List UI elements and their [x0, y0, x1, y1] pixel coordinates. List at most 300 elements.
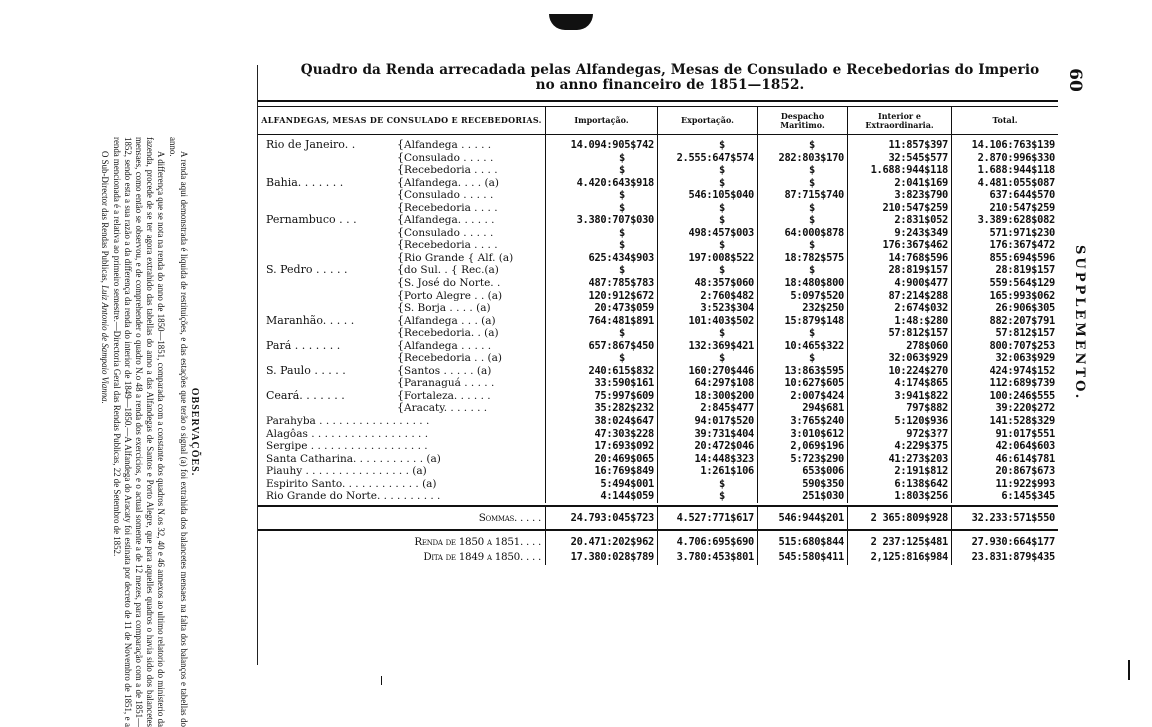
- cell-total: 637:644$570: [951, 189, 1058, 202]
- brace-glyph: {: [397, 176, 404, 189]
- header-despacho-maritimo: Despacho Maritimo.: [757, 107, 847, 134]
- comparison-interior: 2 237:125$481: [847, 535, 951, 550]
- cell-despacho: 3:765$240: [757, 415, 847, 428]
- province-name: Bahia. . . . . . .: [266, 176, 344, 189]
- table-row: [258, 177, 1058, 190]
- cell-despacho: 251$030: [757, 490, 847, 503]
- sum-exportacao: 4.527:771$617: [657, 507, 757, 529]
- row-label: [258, 465, 545, 478]
- row-label: [258, 302, 545, 315]
- cell-total: 11:922$993: [951, 478, 1058, 491]
- brace-glyph: {: [397, 164, 404, 177]
- table-row: [258, 227, 1058, 240]
- cell-importacao: 657:867$450: [545, 340, 657, 353]
- cell-total: 1.688:944$118: [951, 164, 1058, 177]
- cell-total: 210:547$259: [951, 202, 1058, 215]
- row-label: [258, 352, 545, 365]
- cell-importacao: $: [545, 264, 657, 277]
- cell-interior: 57:812$157: [847, 327, 951, 340]
- table-row: [258, 239, 1058, 252]
- cell-interior: 2:674$032: [847, 302, 951, 315]
- cell-total: 559:564$129: [951, 277, 1058, 290]
- cell-total: 39:220$272: [951, 402, 1058, 415]
- cell-importacao: 14.094:905$742: [545, 139, 657, 152]
- cell-total: 855:694$596: [951, 252, 1058, 265]
- cell-importacao: 20:469$065: [545, 453, 657, 466]
- table-row: [258, 478, 1058, 491]
- title-line-1: Quadro da Renda arrecadada pelas Alfandegas, Mesas de Consulado e Recebedorias do Imperio: [300, 62, 1040, 78]
- cell-importacao: 240:615$832: [545, 365, 657, 378]
- cell-interior: 6:138$642: [847, 478, 951, 491]
- station-name: Alfandega . . . (a): [404, 314, 496, 327]
- cell-exportacao: 498:457$003: [657, 227, 757, 240]
- cell-interior: 11:857$397: [847, 139, 951, 152]
- cell-despacho: 18:782$575: [757, 252, 847, 265]
- table-row: [258, 490, 1058, 503]
- cell-importacao: $: [545, 227, 657, 240]
- station-name: Consulado . . . . .: [404, 226, 494, 239]
- cell-interior: 210:547$259: [847, 202, 951, 215]
- cell-total: 32:063$929: [951, 352, 1058, 365]
- cell-importacao: $: [545, 352, 657, 365]
- cell-despacho: 18:480$800: [757, 277, 847, 290]
- row-label: [258, 365, 545, 378]
- cell-importacao: $: [545, 152, 657, 165]
- cell-despacho: $: [757, 264, 847, 277]
- cell-total: 424:974$152: [951, 365, 1058, 378]
- row-label: [258, 189, 545, 202]
- comparison-row-1850-1851: [258, 535, 1058, 550]
- cell-interior: 3:941$822: [847, 390, 951, 403]
- cell-exportacao: 3:523$304: [657, 302, 757, 315]
- cell-interior: 14:768$596: [847, 252, 951, 265]
- province-name: Santa Catharina. . . . . . . . . . . (a): [266, 452, 441, 465]
- comparison-despacho: 545:580$411: [757, 550, 847, 565]
- province-name: Rio Grande do Norte. . . . . . . . . .: [266, 490, 441, 503]
- cell-despacho: 5:097$520: [757, 290, 847, 303]
- table-row: [258, 189, 1058, 202]
- cell-interior: 41:273$203: [847, 453, 951, 466]
- brace-glyph: {: [397, 251, 404, 264]
- table-body: [258, 139, 1058, 503]
- row-label: [258, 478, 545, 491]
- cell-exportacao: $: [657, 139, 757, 152]
- cell-total: 112:689$739: [951, 377, 1058, 390]
- cell-interior: 9:243$349: [847, 227, 951, 240]
- cell-total: 176:367$472: [951, 239, 1058, 252]
- station-name: Fortaleza. . . . . .: [404, 389, 491, 402]
- cell-importacao: 47:303$228: [545, 428, 657, 441]
- table-row: [258, 340, 1058, 353]
- cell-total: 20:867$673: [951, 465, 1058, 478]
- cell-total: 91:017$551: [951, 428, 1058, 441]
- table-row: [258, 315, 1058, 328]
- table-row: [258, 453, 1058, 466]
- cell-interior: 87:214$288: [847, 290, 951, 303]
- cell-interior: 1:48:$280: [847, 315, 951, 328]
- row-label: [258, 453, 545, 466]
- cell-total: 100:246$555: [951, 390, 1058, 403]
- brace-glyph: {: [397, 402, 404, 415]
- cell-exportacao: $: [657, 164, 757, 177]
- paper-speck: [1128, 660, 1130, 680]
- cell-interior: 3:823$790: [847, 189, 951, 202]
- row-label: [258, 152, 545, 165]
- row-label: [258, 239, 545, 252]
- cell-exportacao: 2:845$477: [657, 402, 757, 415]
- comparison-despacho: 515:680$844: [757, 535, 847, 550]
- cell-exportacao: $: [657, 239, 757, 252]
- cell-importacao: $: [545, 327, 657, 340]
- row-label: [258, 264, 545, 277]
- station-name: do Sul. . { Rec.(a): [404, 264, 499, 277]
- cell-despacho: $: [757, 202, 847, 215]
- table-row: [258, 290, 1058, 303]
- station-name: Recebedoria . . . .: [404, 239, 498, 252]
- station-name: Consulado . . . . .: [404, 189, 494, 202]
- cell-despacho: $: [757, 239, 847, 252]
- cell-total: 6:145$345: [951, 490, 1058, 503]
- cell-importacao: 3.380:707$030: [545, 214, 657, 227]
- station-name: Recebedoria . . . .: [404, 201, 498, 214]
- province-name: Ceará. . . . . . .: [266, 389, 345, 402]
- cell-interior: 32:063$929: [847, 352, 951, 365]
- cell-importacao: 4:144$059: [545, 490, 657, 503]
- observation-paragraph: A renda aqui demonstrada é liquida de restituições, e das estações que terão o signal (a) foi extrahida dos balancetes mensaes na falta dos balanços e tabellas do anno.: [167, 137, 189, 727]
- table-row: [258, 277, 1058, 290]
- cell-importacao: 16:769$849: [545, 465, 657, 478]
- cell-despacho: 10:627$605: [757, 377, 847, 390]
- cell-interior: 4:174$865: [847, 377, 951, 390]
- row-label: [258, 440, 545, 453]
- cell-despacho: $: [757, 327, 847, 340]
- station-name: Alfandega. . . . . .: [404, 214, 495, 227]
- brace-glyph: {: [397, 277, 404, 290]
- cell-exportacao: 14:448$323: [657, 453, 757, 466]
- cell-exportacao: 48:357$060: [657, 277, 757, 290]
- row-label: [258, 164, 545, 177]
- comparison-total: 23.831:879$435: [951, 550, 1058, 565]
- station-name: Alfandega . . . . .: [404, 339, 492, 352]
- cell-importacao: 17:693$092: [545, 440, 657, 453]
- cell-despacho: 15:879$148: [757, 315, 847, 328]
- cell-despacho: 64:000$878: [757, 227, 847, 240]
- province-name: Parahyba . . . . . . . . . . . . . . . . .: [266, 415, 430, 428]
- cell-interior: 2:831$052: [847, 214, 951, 227]
- comparison-exportacao: 4.706:695$690: [657, 535, 757, 550]
- cell-exportacao: 20:472$046: [657, 440, 757, 453]
- cell-importacao: 764:481$891: [545, 315, 657, 328]
- cell-interior: 176:367$462: [847, 239, 951, 252]
- province-name: Rio de Janeiro. .: [266, 139, 356, 151]
- cell-exportacao: 64:297$108: [657, 377, 757, 390]
- brace-glyph: {: [397, 151, 404, 164]
- brace-glyph: {: [397, 327, 404, 340]
- cell-exportacao: 18:300$200: [657, 390, 757, 403]
- comparison-total: 27.930:664$177: [951, 535, 1058, 550]
- cell-despacho: 590$350: [757, 478, 847, 491]
- brace-glyph: {: [397, 314, 404, 327]
- province-name: Piauhy . . . . . . . . . . . . . . . . (a): [266, 465, 427, 478]
- table-row: [258, 327, 1058, 340]
- cell-importacao: $: [545, 239, 657, 252]
- cell-exportacao: $: [657, 478, 757, 491]
- comparison-importacao: 17.380:028$789: [545, 550, 657, 565]
- brace-glyph: {: [397, 264, 404, 277]
- province-name: Espirito Santo. . . . . . . . . . . . (a): [266, 477, 437, 490]
- province-name: Maranhão. . . . .: [266, 314, 355, 327]
- brace-glyph: {: [397, 226, 404, 239]
- row-label: [258, 227, 545, 240]
- cell-interior: 1:803$256: [847, 490, 951, 503]
- cell-importacao: 120:912$672: [545, 290, 657, 303]
- cell-importacao: 33:590$161: [545, 377, 657, 390]
- cell-importacao: 625:434$903: [545, 252, 657, 265]
- table-top-rule: [258, 100, 1058, 107]
- cell-despacho: 5:723$290: [757, 453, 847, 466]
- cell-importacao: 38:024$647: [545, 415, 657, 428]
- cell-despacho: $: [757, 352, 847, 365]
- brace-glyph: {: [397, 139, 404, 151]
- sum-importacao: 24.793:045$723: [545, 507, 657, 529]
- table-row: [258, 377, 1058, 390]
- cell-exportacao: $: [657, 490, 757, 503]
- sum-despacho: 546:944$201: [757, 507, 847, 529]
- cell-total: 3.389:628$082: [951, 214, 1058, 227]
- cell-interior: 28:819$157: [847, 264, 951, 277]
- row-label: [258, 214, 545, 227]
- cell-total: 141:528$329: [951, 415, 1058, 428]
- cell-total: 57:812$157: [951, 327, 1058, 340]
- cell-total: 571:971$230: [951, 227, 1058, 240]
- cell-importacao: 35:282$232: [545, 402, 657, 415]
- table-row: [258, 415, 1058, 428]
- cell-exportacao: 160:270$446: [657, 365, 757, 378]
- table-row: [258, 252, 1058, 265]
- table-row: [258, 152, 1058, 165]
- province-name: Sergipe . . . . . . . . . . . . . . . . . .: [266, 440, 428, 453]
- row-label: [258, 139, 545, 152]
- table-title: [270, 63, 1070, 93]
- cell-interior: 4:900$477: [847, 277, 951, 290]
- brace-glyph: {: [397, 201, 404, 214]
- cell-despacho: $: [757, 164, 847, 177]
- cell-despacho: 3:010$612: [757, 428, 847, 441]
- signature-prefix: O Sub-Director das Rendas Publicas,: [100, 151, 111, 283]
- signature-name: Luiz Antonio de Sampaio Vianna.: [100, 285, 111, 404]
- table-row: [258, 352, 1058, 365]
- cell-importacao: 4.420:643$918: [545, 177, 657, 190]
- cell-exportacao: $: [657, 177, 757, 190]
- table-row: [258, 139, 1058, 152]
- brace-glyph: {: [397, 289, 404, 302]
- cell-despacho: 10:465$322: [757, 340, 847, 353]
- table-row: [258, 465, 1058, 478]
- cell-exportacao: $: [657, 352, 757, 365]
- station-name: Alfandega. . . . (a): [404, 176, 499, 189]
- table-row: [258, 428, 1058, 441]
- observations-block: [60, 137, 200, 727]
- header-stations: ALFANDEGAS, MESAS DE CONSULADO E RECEBEDORIAS.: [261, 115, 542, 125]
- sums-label: Sommas. . . . .: [478, 511, 541, 524]
- row-label: [258, 390, 545, 403]
- cell-interior: 2:191$812: [847, 465, 951, 478]
- comparison-interior: 2,125:816$984: [847, 550, 951, 565]
- cell-total: 28:819$157: [951, 264, 1058, 277]
- cell-despacho: 294$681: [757, 402, 847, 415]
- cell-interior: 2:041$169: [847, 177, 951, 190]
- row-label: [258, 315, 545, 328]
- cell-total: 42:064$603: [951, 440, 1058, 453]
- cell-despacho: 282:803$170: [757, 152, 847, 165]
- row-label: [258, 428, 545, 441]
- cell-interior: 1.688:944$118: [847, 164, 951, 177]
- station-name: Aracaty. . . . . . .: [404, 402, 488, 415]
- cell-importacao: 75:997$609: [545, 390, 657, 403]
- comparison-row-1849-1850: [258, 550, 1058, 565]
- row-label: [258, 340, 545, 353]
- table-row: [258, 365, 1058, 378]
- station-name: Paranaguá . . . . .: [404, 377, 495, 390]
- table-header-row: [258, 107, 1058, 135]
- cell-exportacao: 132:369$421: [657, 340, 757, 353]
- station-name: Santos . . . . . (a): [404, 364, 492, 377]
- station-name: S. Borja . . . . (a): [404, 302, 491, 315]
- cell-despacho: $: [757, 214, 847, 227]
- cell-despacho: $: [757, 177, 847, 190]
- cell-importacao: 5:494$001: [545, 478, 657, 491]
- running-head: SUPPLEMENTO.: [1072, 245, 1087, 402]
- cell-exportacao: 1:261$106: [657, 465, 757, 478]
- table-row: [258, 264, 1058, 277]
- row-label: [258, 177, 545, 190]
- cell-total: 46:614$781: [951, 453, 1058, 466]
- cell-interior: 972$3?7: [847, 428, 951, 441]
- cell-despacho: 2:007$424: [757, 390, 847, 403]
- cell-total: 4.481:055$087: [951, 177, 1058, 190]
- station-name: Recebedoria . . . .: [404, 164, 498, 177]
- province-name: S. Paulo . . . . .: [266, 364, 346, 377]
- cell-despacho: $: [757, 139, 847, 152]
- observation-signature: [99, 137, 110, 727]
- brace-glyph: {: [397, 389, 404, 402]
- cell-importacao: 487:785$783: [545, 277, 657, 290]
- cell-total: 882:207$791: [951, 315, 1058, 328]
- brace-glyph: {: [397, 377, 404, 390]
- cell-despacho: 232$250: [757, 302, 847, 315]
- cell-exportacao: 39:731$404: [657, 428, 757, 441]
- row-label: [258, 377, 545, 390]
- cell-exportacao: 94:017$520: [657, 415, 757, 428]
- cell-despacho: 653$006: [757, 465, 847, 478]
- cell-interior: 278$060: [847, 340, 951, 353]
- cell-exportacao: $: [657, 214, 757, 227]
- sum-total: 32.233:571$550: [951, 507, 1058, 529]
- cell-interior: 797$882: [847, 402, 951, 415]
- page-number: 60: [1065, 68, 1085, 92]
- cell-exportacao: $: [657, 202, 757, 215]
- row-label: [258, 415, 545, 428]
- station-name: Recebedoria. . (a): [404, 327, 499, 340]
- row-label: [258, 252, 545, 265]
- station-name: Rio Grande { Alf. (a): [404, 251, 514, 264]
- sums-row: [258, 505, 1058, 531]
- station-name: Alfandega . . . . .: [404, 139, 492, 151]
- cell-importacao: $: [545, 189, 657, 202]
- cell-exportacao: 546:105$040: [657, 189, 757, 202]
- cell-exportacao: $: [657, 264, 757, 277]
- table-row: [258, 202, 1058, 215]
- brace-glyph: {: [397, 214, 404, 227]
- cell-despacho: 87:715$740: [757, 189, 847, 202]
- brace-glyph: {: [397, 189, 404, 202]
- cell-interior: 4:229$375: [847, 440, 951, 453]
- cell-exportacao: 101:403$502: [657, 315, 757, 328]
- title-line-2: no anno financeiro de 1851—1852.: [535, 77, 805, 93]
- station-name: Porto Alegre . . (a): [404, 289, 503, 302]
- cell-despacho: 13:863$595: [757, 365, 847, 378]
- header-importacao: Importação.: [545, 107, 657, 134]
- comparison-label: Dita de 1849 a 1850. . . .: [423, 550, 541, 563]
- sum-interior: 2 365:809$928: [847, 507, 951, 529]
- revenue-table: [258, 100, 1058, 565]
- cell-exportacao: 197:008$522: [657, 252, 757, 265]
- cell-importacao: 20:473$059: [545, 302, 657, 315]
- cell-exportacao: 2:760$482: [657, 290, 757, 303]
- observations-heading: OBSERVAÇÕES.: [189, 387, 200, 477]
- observation-paragraph: A differença que se nota na renda do anno de 1850—1851, comparada com a constante dos quadros N.os 32, 40 e 46 annexos ao ultimo relatorio do ministerio da fazenda, procede de se ter agora extrahido das tabellas do anno a das Alfandegas de Santos e Porto Alegre, que para aquelles quadros o havia sido dos balancetes mensaes, como então se observou, e de comprehender o quadro N.o 48 a renda dos exercicios, e o actual somente a de 12 mezes, para comparação com a de 1851—1852, sendo esta a sua razão a da differença da renda do interior de 1849—1850.—A Alfandega do Aracaty foi estinata por decreto de 11 de Novembro de 1851, e a renda mencionada é a relativa ao primeiro semestre.—Directoria Geral das Rendas Publicas, 22 de Setembro de 1852.: [111, 137, 167, 727]
- comparison-exportacao: 3.780:453$801: [657, 550, 757, 565]
- station-name: Recebedoria . . (a): [404, 352, 502, 365]
- cell-importacao: $: [545, 202, 657, 215]
- header-interior-extraordinaria: Interior e Extraordinaria.: [847, 107, 951, 134]
- station-name: S. José do Norte. .: [404, 277, 501, 290]
- table-row: [258, 390, 1058, 403]
- brace-glyph: {: [397, 302, 404, 315]
- cell-exportacao: $: [657, 327, 757, 340]
- cell-importacao: $: [545, 164, 657, 177]
- row-label: [258, 327, 545, 340]
- province-name: Pará . . . . . . .: [266, 339, 341, 352]
- header-exportacao: Exportação.: [657, 107, 757, 134]
- cell-interior: 32:545$577: [847, 152, 951, 165]
- brace-glyph: {: [397, 239, 404, 252]
- row-label: [258, 290, 545, 303]
- cell-despacho: 2,069$196: [757, 440, 847, 453]
- paper-speck: [381, 676, 382, 685]
- row-label: [258, 402, 545, 415]
- cell-interior: 5:120$936: [847, 415, 951, 428]
- table-row: [258, 164, 1058, 177]
- brace-glyph: {: [397, 352, 404, 365]
- cell-total: 14.106:763$139: [951, 139, 1058, 152]
- row-label: [258, 202, 545, 215]
- comparison-label: Renda de 1850 a 1851. . . .: [414, 535, 541, 548]
- cell-total: 2.870:996$330: [951, 152, 1058, 165]
- cell-total: 165:993$062: [951, 290, 1058, 303]
- cell-interior: 10:224$270: [847, 365, 951, 378]
- comparison-importacao: 20.471:202$962: [545, 535, 657, 550]
- province-name: Pernambuco . . .: [266, 214, 357, 227]
- row-label: [258, 490, 545, 503]
- cell-total: 800:707$253: [951, 340, 1058, 353]
- table-row: [258, 302, 1058, 315]
- province-name: S. Pedro . . . . .: [266, 264, 348, 277]
- row-label: [258, 277, 545, 290]
- printer-ornament: [549, 14, 593, 30]
- table-row: [258, 402, 1058, 415]
- station-name: Consulado . . . . .: [404, 151, 494, 164]
